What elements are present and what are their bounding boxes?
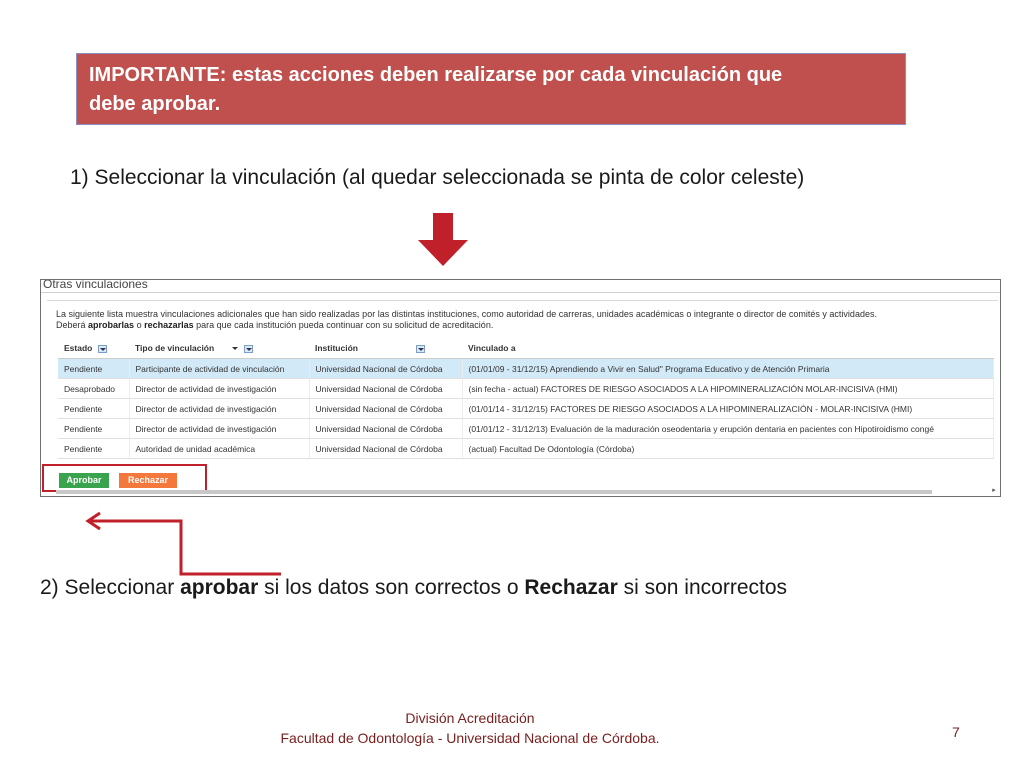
down-arrow-icon [418,213,468,266]
cell-tipo: Autoridad de unidad académica [129,439,309,459]
panel-inner-divider [47,300,998,301]
filter-dropdown-icon[interactable] [244,345,253,353]
banner-line-2: debe aprobar. [89,93,221,115]
description-bold-approve: aprobarlas [88,320,135,330]
page-number: 7 [952,724,960,740]
cell-vinculado: (01/01/12 - 31/12/13) Evaluación de la maduración oseodentaria y erupción dentaria en pacientes con Hipotiroidismo congé [462,419,993,439]
cell-vinculado: (01/01/09 - 31/12/15) Aprendiendo a Vivir en Salud" Programa Educativo y de Atención Primaria [462,359,993,379]
filter-dropdown-icon[interactable] [98,345,107,353]
step-1-instruction: 1) Seleccionar la vinculación (al quedar seleccionada se pinta de color celeste) [70,166,805,189]
column-header-tipo[interactable]: Tipo de vinculación [129,338,309,359]
table-row[interactable] [58,419,993,439]
elbow-arrow-icon [78,508,288,576]
cell-institucion: Universidad Nacional de Córdoba [309,379,462,399]
cell-vinculado: (01/01/14 - 31/12/15) FACTORES DE RIESGO ASOCIADOS A LA HIPOMINERALIZACIÓN - MOLAR-INCISIVA (HMI) [462,399,993,419]
footer-line-1: División Acreditación [405,710,535,726]
step-2-instruction: 2) Seleccionar aprobar si los datos son correctos o Rechazar si son incorrectos [40,576,788,599]
cell-vinculado: (sin fecha - actual) FACTORES DE RIESGO ASOCIADOS A LA HIPOMINERALIZACIÓN MOLAR-INCISIVA (HMI) [462,379,993,399]
footer-line-2: Facultad de Odontología - Universidad Nacional de Córdoba. [280,730,660,746]
approve-button[interactable]: Aprobar [59,473,109,488]
panel-title: Otras vinculaciones [43,279,148,291]
column-header-estado[interactable]: Estado [58,338,129,359]
scroll-right-arrow-icon[interactable]: ▸ [992,487,996,494]
banner-line-1: IMPORTANTE: estas acciones deben realizarse por cada vinculación que [89,64,783,86]
cell-institucion: Universidad Nacional de Córdoba [309,419,462,439]
cell-vinculado: (actual) Facultad De Odontología (Córdoba) [462,439,993,459]
important-banner [76,53,906,125]
sort-indicator-icon [232,347,238,350]
footer [0,708,940,748]
cell-tipo: Director de actividad de investigación [129,419,309,439]
reject-button[interactable]: Rechazar [119,473,177,488]
other-links-panel [40,279,1001,497]
table-row[interactable] [58,399,993,419]
cell-estado: Pendiente [58,399,129,419]
table-row[interactable] [58,439,993,459]
step2-bold-rechazar: Rechazar [524,576,618,599]
table-row[interactable] [58,359,993,379]
column-header-vinculado[interactable]: Vinculado a [462,338,993,359]
cell-tipo: Director de actividad de investigación [129,399,309,419]
links-table [58,338,994,459]
cell-institucion: Universidad Nacional de Córdoba [309,399,462,419]
description-bold-reject: rechazarlas [144,320,194,330]
cell-institucion: Universidad Nacional de Córdoba [309,359,462,379]
cell-tipo: Director de actividad de investigación [129,379,309,399]
cell-estado: Pendiente [58,439,129,459]
cell-institucion: Universidad Nacional de Córdoba [309,439,462,459]
column-header-institucion[interactable]: Institución [309,338,462,359]
cell-estado: Pendiente [58,419,129,439]
horizontal-scrollbar[interactable] [56,490,932,494]
filter-dropdown-icon[interactable] [416,345,425,353]
table-header-row [58,338,993,359]
description-line-2: Deberá aprobarlas o rechazarlas para que cada institución pueda continuar con su solicitud de acreditación. [56,320,494,330]
panel-description [56,309,877,331]
table-row[interactable] [58,379,993,399]
cell-estado: Pendiente [58,359,129,379]
cell-tipo: Participante de actividad de vinculación [129,359,309,379]
panel-divider [41,292,1000,293]
step2-bold-aprobar: aprobar [180,576,259,599]
description-line-1: La siguiente lista muestra vinculaciones adicionales que han sido realizadas por las distintas instituciones, como autoridad de carreras, unidades académicas o integrante o director de comités y actividades. [56,309,877,319]
cell-estado: Desaprobado [58,379,129,399]
